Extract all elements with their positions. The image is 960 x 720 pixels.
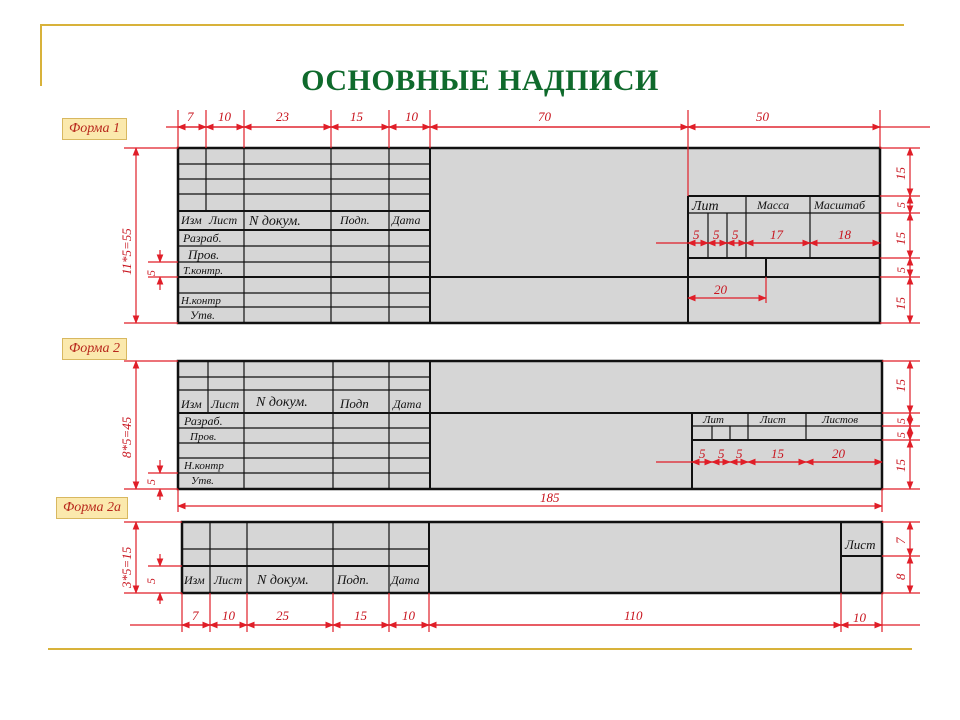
f2a-dim-bottom-2: 25 xyxy=(276,608,289,623)
f2-dim-right-1: 5 xyxy=(894,418,908,424)
f1-dim-top-6: 50 xyxy=(756,109,769,124)
f2-podp-label: Подп xyxy=(340,396,369,411)
f2a-dim-right-1: 8 xyxy=(893,573,908,580)
f2-prov-label: Пров. xyxy=(190,431,217,443)
f2a-ndokum-label: N докум. xyxy=(257,573,309,588)
f2-dim-inner-1: 5 xyxy=(718,446,725,461)
f2-dim-right-3: 15 xyxy=(893,459,908,472)
f1-dim-inner-0: 5 xyxy=(693,227,700,242)
f2a-izm-label: Изм xyxy=(184,573,205,587)
f2a-dim-bottom-5: 110 xyxy=(624,608,643,623)
f2a-dim-bottom-3: 15 xyxy=(354,608,367,623)
f1-dim-top-5: 70 xyxy=(538,109,551,124)
f2-nkontr-label: Н.контр xyxy=(184,460,224,472)
f2-dim-inner-0: 5 xyxy=(699,446,706,461)
f1-prov-label: Пров. xyxy=(188,247,220,262)
f2-dim-right-0: 15 xyxy=(893,379,908,392)
f1-dim-right-4: 15 xyxy=(893,297,908,310)
form-2-label: Форма 2 xyxy=(62,338,127,360)
f2-dim-inner-4: 20 xyxy=(832,446,845,461)
f2a-podp-label: Подп. xyxy=(337,572,370,587)
f2a-list-label: Лист xyxy=(214,573,243,587)
f2-list-label: Лист xyxy=(211,397,240,411)
f2a-dim-left: 3*5=15 xyxy=(119,546,134,588)
f2-dim-left: 8*5=45 xyxy=(119,416,134,458)
f2a-dim-left-small: 5 xyxy=(144,578,158,584)
f1-data-label: Дата xyxy=(392,213,421,227)
f2a-dim-right-0: 7 xyxy=(893,537,908,544)
f2-list-header-label: Лист xyxy=(760,414,786,426)
f2a-dim-bottom-1: 10 xyxy=(222,608,235,623)
f2-dim-left-small: 5 xyxy=(144,479,158,485)
f1-tkontr-label: Т.контр. xyxy=(183,265,224,277)
form-1-label: Форма 1 xyxy=(62,118,127,140)
f1-razrab-label: Разраб. xyxy=(183,231,222,245)
f1-dim-inner-3: 17 xyxy=(770,227,783,242)
f1-podp-label: Подп. xyxy=(340,213,370,227)
f2-dim-total: 185 xyxy=(540,490,560,505)
f1-ndokum-label: N докум. xyxy=(249,214,301,229)
f2a-list-header-label: Лист xyxy=(845,537,876,552)
f1-dim-right-1: 5 xyxy=(894,202,908,208)
f1-dim-inner-1: 5 xyxy=(713,227,720,242)
f1-izm-label: Изм xyxy=(181,213,202,227)
f1-utv-label: Утв. xyxy=(190,308,215,322)
f1-dim-top-3: 15 xyxy=(350,109,363,124)
f1-massa-label: Масса xyxy=(757,198,790,212)
form-2a-label: Форма 2а xyxy=(56,497,128,519)
f1-dim-inner-4: 18 xyxy=(838,227,851,242)
f2-dim-inner-2: 5 xyxy=(736,446,743,461)
f1-dim-top-1: 10 xyxy=(218,109,231,124)
f1-dim-left: 11*5=55 xyxy=(119,228,134,275)
f1-dim-lower: 20 xyxy=(714,282,727,297)
f2-dim-right-2: 5 xyxy=(894,432,908,438)
f1-dim-top-2: 23 xyxy=(276,109,289,124)
f2-data-label: Дата xyxy=(393,397,422,411)
f1-dim-top-0: 7 xyxy=(187,109,194,124)
f1-masshtab-label: Масштаб xyxy=(814,198,866,212)
f1-lit-label: Лит xyxy=(692,199,719,214)
f1-dim-inner-2: 5 xyxy=(732,227,739,242)
f2a-dim-bottom-0: 7 xyxy=(192,608,199,623)
f2-utv-label: Утв. xyxy=(191,475,214,487)
f2a-data-label: Дата xyxy=(391,573,420,587)
f2-izm-label: Изм xyxy=(181,397,202,411)
form-2-block xyxy=(178,361,882,489)
f1-dim-left-small: 5 xyxy=(144,270,158,276)
f2a-dim-bottom-4: 10 xyxy=(402,608,415,623)
f1-dim-right-2: 15 xyxy=(893,232,908,245)
f2-listov-label: Листов xyxy=(822,414,859,426)
f2-ndokum-label: N докум. xyxy=(256,395,308,410)
f2-dim-inner-3: 15 xyxy=(771,446,784,461)
f2-lit-label: Лит xyxy=(703,414,724,426)
f1-dim-right-0: 15 xyxy=(893,167,908,180)
f1-nkontr-label: Н.контр xyxy=(181,295,221,307)
f2-razrab-label: Разраб. xyxy=(184,414,223,428)
f1-list-label: Лист xyxy=(209,213,238,227)
f2a-dim-bottom-6: 10 xyxy=(853,610,866,625)
form-2a-block xyxy=(182,522,882,593)
slide-title: ОСНОВНЫЕ НАДПИСИ xyxy=(301,64,659,97)
f1-dim-right-3: 5 xyxy=(894,267,908,273)
f1-dim-top-4: 10 xyxy=(405,109,418,124)
